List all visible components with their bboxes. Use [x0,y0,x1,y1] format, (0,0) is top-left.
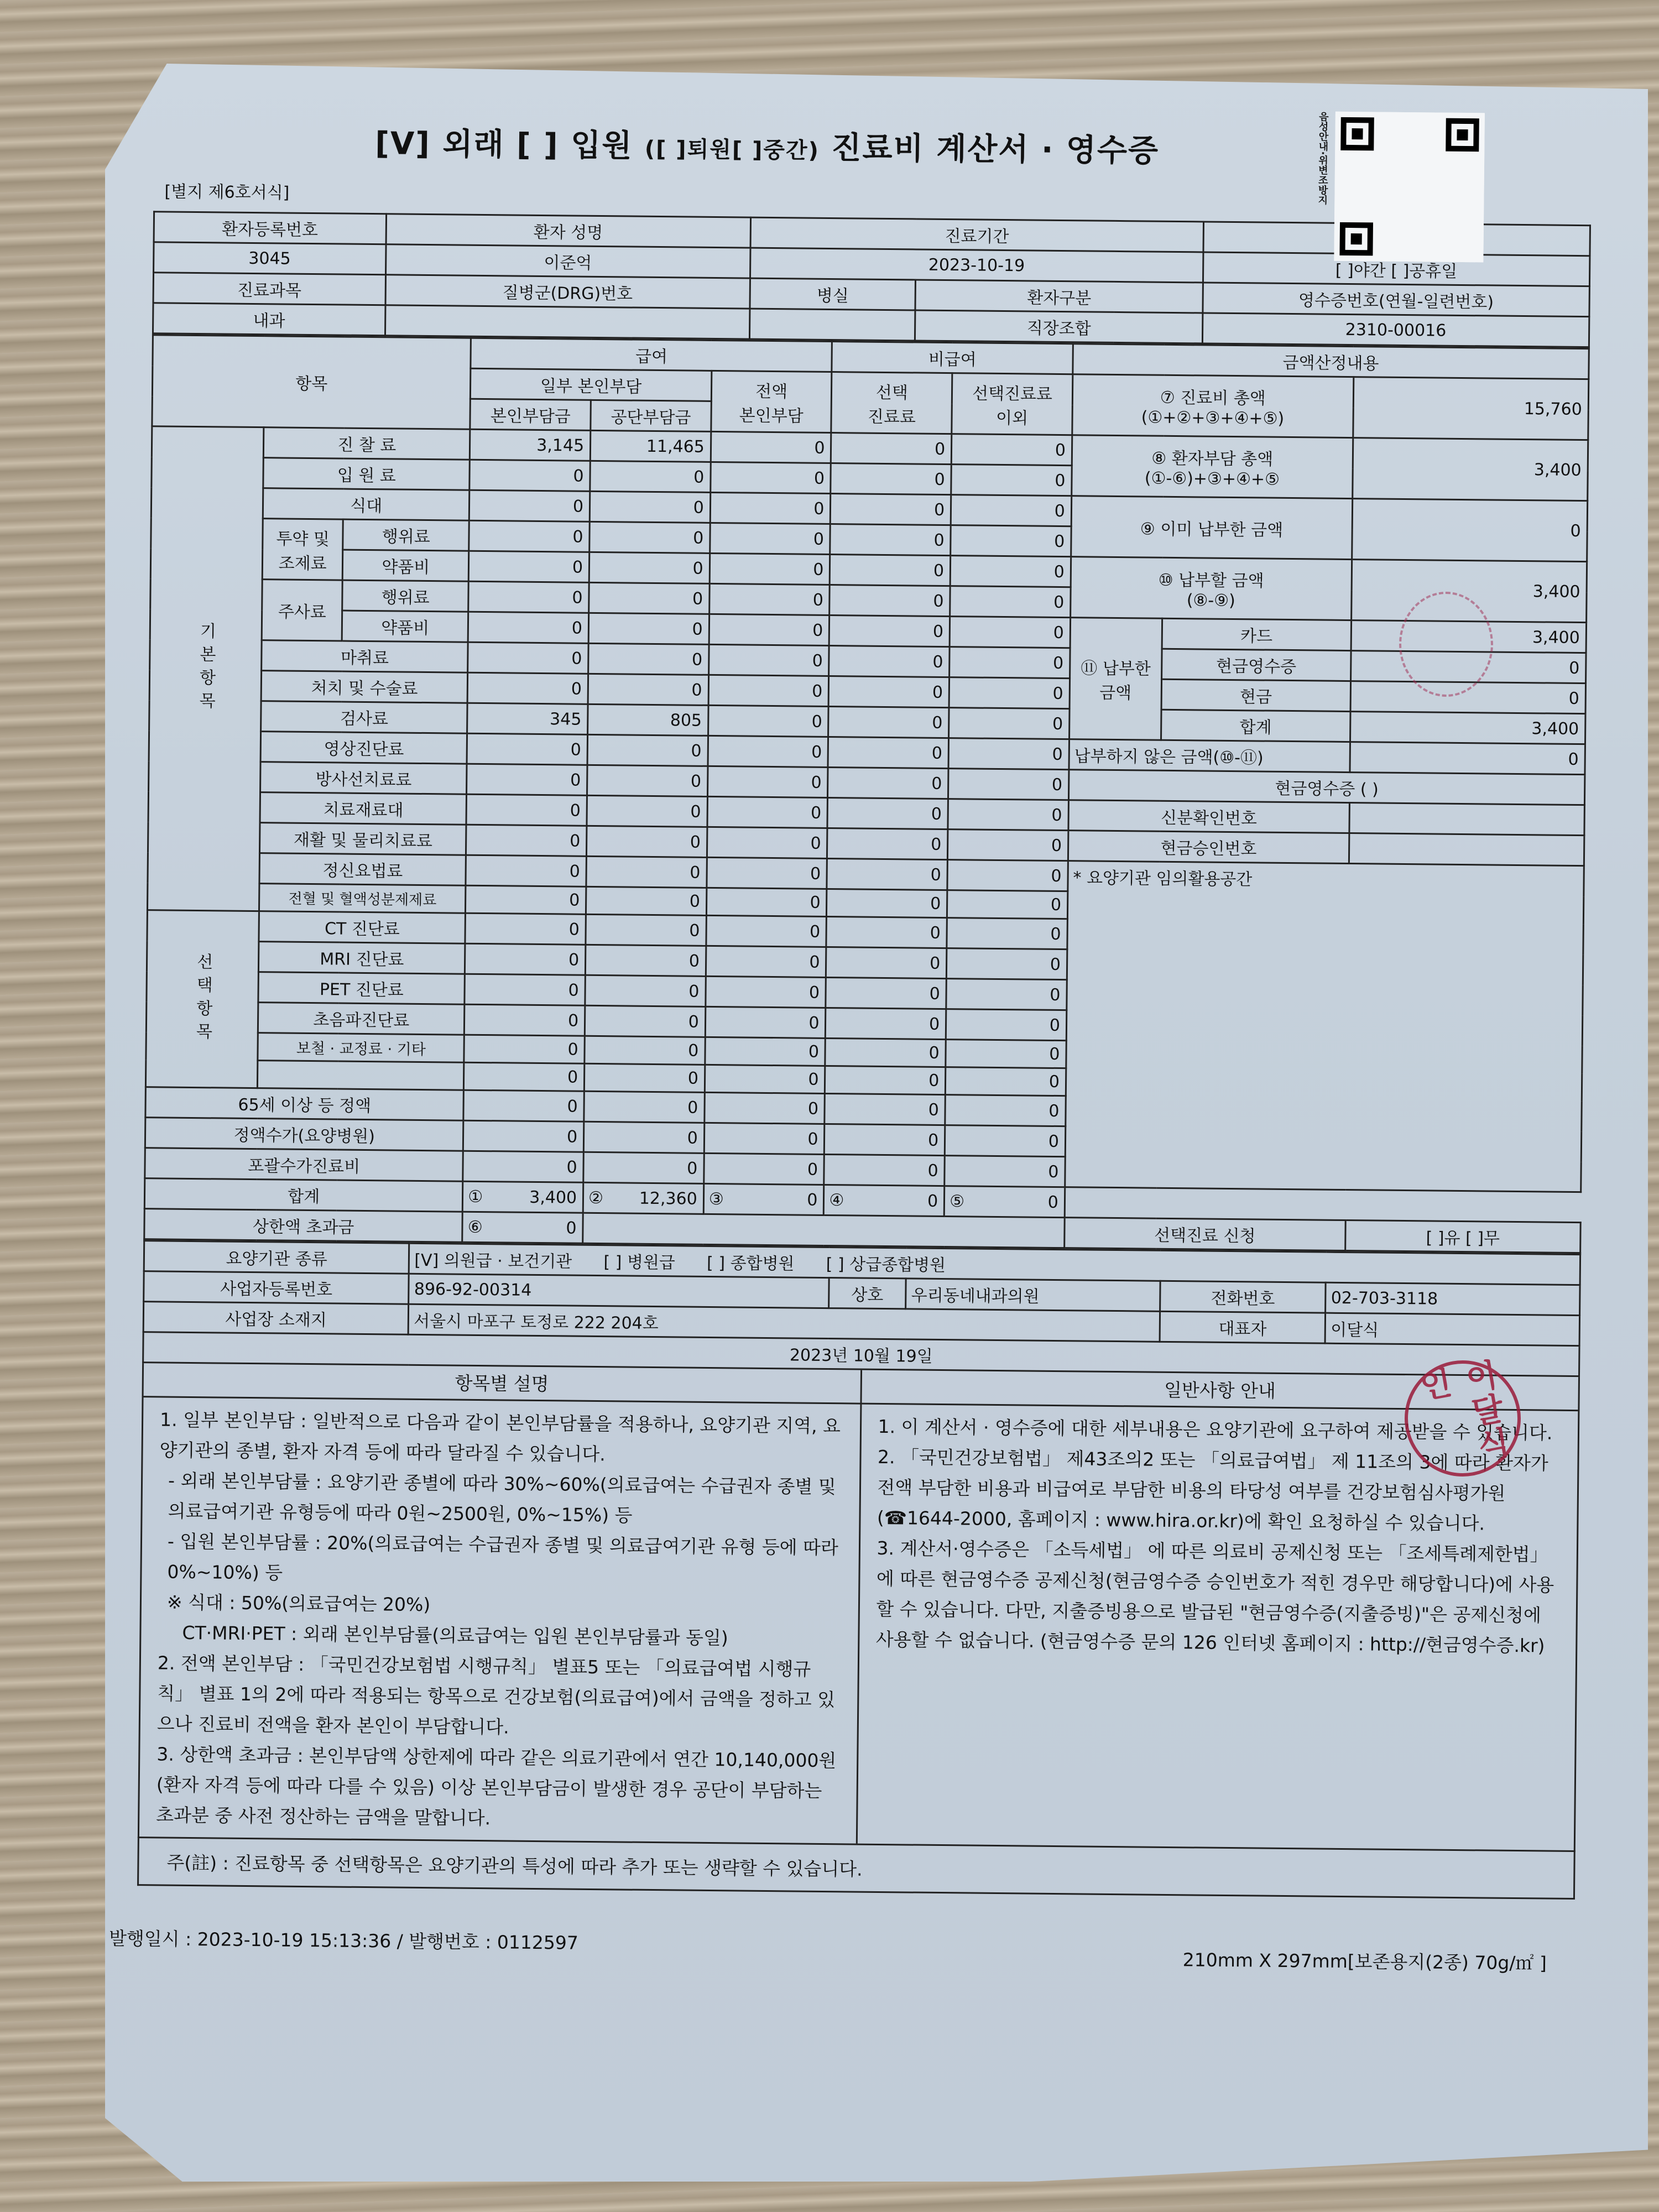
issue-date: 2023년 10월 19일 [143,1332,1579,1376]
qr-area [1314,111,1485,262]
row-label: 처치 및 수술료 [261,671,468,703]
header-patient: 본인부담금 [470,399,591,430]
cell: 0 [590,461,711,492]
total-fee: 15,760 [1353,377,1589,440]
patient-name: 이준억 [385,244,750,278]
note-item: CT·MRI·PET : 외래 본인부담률(의료급여는 입원 본인부담률과 동일) [182,1621,728,1649]
cell: 0 [467,764,587,795]
cell: 0 [826,977,946,1009]
cell: 0 [706,976,826,1008]
cell: 0 [706,888,827,916]
cell: 0 [707,766,828,797]
cell: 0 [588,643,709,675]
cell: 0 [587,795,707,827]
due: 3,400 [1351,560,1587,623]
paid-label: ⑨ 이미 납부한 금액 [1071,496,1353,560]
cell: 0 [705,1065,825,1093]
cell: 0 [463,1120,584,1152]
cell: 0 [824,1154,945,1186]
notes-section [138,1363,1580,1852]
cell: 0 [830,585,950,617]
cell: 0 [589,552,709,583]
total-5: ⑤ 0 [944,1186,1065,1218]
document-title [375,119,1160,171]
card: 3,400 [1351,620,1587,653]
cell: 0 [949,708,1070,739]
cell: 0 [466,794,587,826]
cell: 0 [948,738,1069,770]
cell: 0 [831,433,952,465]
cell: 0 [946,1067,1066,1096]
cell: 805 [588,704,708,735]
qr-side-label: 음성안내·위변조방지 [1316,111,1329,205]
card-label: 카드 [1162,618,1352,650]
patient-type-label: 환자구분 [915,280,1203,313]
cell: 0 [708,735,828,767]
cell: 0 [827,828,948,859]
cap-value: ⑥ 0 [462,1212,583,1243]
row-label: 진 찰 료 [263,427,470,460]
cell: 0 [825,1093,945,1125]
paid: 0 [1352,499,1588,562]
free-space: * 요양기관 임의활용공간 [1065,861,1584,1192]
cell: 0 [948,769,1069,800]
inst-name-label: 상호 [828,1278,906,1309]
cell: 0 [707,827,827,858]
qr-code-icon [1334,112,1485,263]
cell: 0 [946,1040,1066,1068]
cell: 0 [828,737,948,768]
notes-right-title: 일반사항 안내 [862,1370,1578,1411]
row-label: 치료재료대 [260,792,467,825]
row-label: 재활 및 물리치료료 [260,823,467,855]
note-item: - 외래 본인부담률 : 요양기관 종별에 따라 30%~60%(의료급여는 수급권자 종별 및 의료급여기관 유형등에 따라 0원~2500원, 0%~15%) 등 [168,1469,836,1526]
row-group: 투약 및 조제료 [262,519,343,580]
address: 서울시 마포구 토정로 222 204호 [409,1304,1160,1342]
dept-label: 진료과목 [153,273,385,305]
cell: 0 [465,943,586,975]
cell: 0 [463,1151,583,1182]
cell: 0 [826,947,947,978]
calc-header: 금액산정내용 [1073,344,1589,379]
cell: 0 [709,614,830,645]
cash-receipt-box: 현금영수증 ( ) [1068,770,1585,805]
room [749,309,915,341]
total-1: ① 3,400 [463,1181,583,1213]
row-label [258,1061,465,1091]
cell: 0 [705,1092,825,1124]
cell: 0 [948,830,1068,861]
inst-type-hospital: [ ] 병원급 [603,1253,676,1273]
cell: 0 [705,1037,826,1066]
phone: 02-703-3118 [1326,1282,1580,1315]
rep-label: 대표자 [1160,1311,1326,1343]
due-label: ⑩ 납부할 금액 (⑧-⑨) [1071,557,1352,620]
cell: 0 [828,707,949,738]
note-item: 3. 계산서·영수증은 「소득세법」 에 따른 의료비 공제신청 또는 「조세특례제한법」 에 따른 현금영수증 공제신청(현금영수증 승인번호가 적힌 경우만 해당합니다)에 사용할 수 있습니다. 다만, 지출증빙용으로 발급된 "현금영수증(지출증빙)"은 공제신청에 사용할 수 없습니다. (현금영수증 문의 126 인터넷 홈페이지 : http://현금영수증.kr) [875,1537,1554,1657]
select-request-label: 선택진료 신청 [1065,1218,1345,1251]
cell: 0 [827,858,947,890]
cell: 0 [829,646,950,677]
group-select: 선택항목 [145,910,259,1088]
cell: 0 [945,1095,1066,1126]
select-request-options: [ ]유 [ ]무 [1345,1220,1581,1253]
cell: 0 [468,612,589,643]
cell: 0 [951,495,1071,526]
cell: 0 [588,674,708,705]
cell: 0 [951,434,1072,466]
rep: 이달식 [1326,1313,1580,1345]
cell: 0 [469,520,589,552]
row-label: 정신요법료 [259,853,466,886]
dept: 내과 [153,303,385,336]
cell: 0 [586,914,706,946]
cash-receipt: 0 [1350,651,1586,684]
cell: 345 [467,703,588,734]
sum-label: 합계 [1161,709,1350,742]
note-item: 3. 상한액 초과금 : 본인부담액 상한제에 따라 같은 의료기관에서 연간 10,140,000원(환자 자격 등에 따라 다를 수 있음) 이상 본인부담금이 발생한 경우 공단이 부담하는 초과분 중 사전 정산하는 금액을 말합니다. [156,1743,837,1829]
faint-stamp-mark [1399,592,1493,697]
row-label: 입 원 료 [263,458,470,491]
cell: 0 [951,465,1072,496]
drg [385,305,750,339]
cell: 0 [585,975,706,1006]
total-3: ③ 0 [703,1183,824,1215]
inst-name: 우리동네내과의원 [906,1279,1160,1311]
cell: 0 [464,1035,585,1063]
cell: 0 [827,797,948,829]
fee-table [143,334,1590,1254]
cell: 0 [465,913,586,945]
row-label: 식대 [263,488,469,521]
cell: 0 [831,494,951,525]
group-basic: 기본항목 [147,426,264,911]
header-select: 선택 진료료 [831,372,952,434]
header-noncovered: 비급여 [832,342,1073,374]
title-area [81,44,1626,225]
cell: 0 [704,1123,825,1154]
cell: 0 [586,886,707,915]
patient-total-label: ⑧ 환자부담 총액 (①-⑥)+③+④+⑤ [1072,435,1353,499]
issue-info: 발행일시 : 2023-10-19 15:13:36 / 발행번호 : 0112597 [108,1927,579,1954]
cell: 0 [465,1004,585,1036]
cell: 0 [830,555,951,586]
cell: 0 [827,889,947,917]
cash: 0 [1350,681,1586,714]
row-label: 행위료 [342,580,469,612]
row-label: 약품비 [342,611,468,642]
cell: 0 [467,672,588,704]
row-label: 방사선치료료 [260,762,467,795]
cell: 0 [946,979,1067,1010]
row-label: 마취료 [262,640,468,673]
cell: 3,145 [470,429,591,461]
cell: 0 [831,463,951,495]
notes-left [139,1363,860,1843]
period-label: 진료기간 [750,217,1203,252]
cell: 0 [829,676,950,708]
cap-label: 상한액 초과금 [144,1209,463,1243]
cell: 0 [707,857,827,889]
cell: 0 [951,525,1071,557]
institution-table [142,1240,1581,1377]
blank-cell [583,1213,1065,1248]
cell: 0 [947,918,1067,950]
cell: 11,465 [590,430,711,462]
cell: 0 [947,890,1068,919]
inst-type-tertiary: [ ] 상급종합병원 [826,1255,946,1276]
receipt-no: 2310-00016 [1202,313,1589,347]
cell: 0 [830,524,951,556]
header-select-other: 선택진료료 이외 [952,373,1073,435]
note-item: 2. 전액 본인부담 : 「국민건강보험법 시행규칙」 별표5 또는 「의료급여법 시행규칙」 별표 1의 2에 따라 적용되는 항목으로 건강보험(의료급여)에서 금액을 정하고 있으나 진료비 전액을 환자 본인이 부담합니다. [156,1652,836,1738]
row-label: MRI 진단료 [259,942,466,974]
cell: 0 [584,1063,705,1092]
row-label: 행위료 [343,519,469,551]
biz-no-label: 사업자등록번호 [144,1271,409,1305]
row-label: PET 진단료 [258,972,465,1005]
header-full: 전액 본인부담 [711,371,832,432]
cell: 0 [469,460,590,491]
notes-left-title: 항목별 설명 [144,1363,860,1404]
cell: 0 [709,553,830,585]
cell: 0 [463,1090,584,1121]
row-group: 주사료 [262,580,342,641]
receipt-no-label: 영수증번호(연월-일련번호) [1203,283,1590,317]
row-label: 정액수가(요양병원) [145,1118,463,1151]
cell: 0 [711,462,831,493]
note-item: 1. 이 계산서 · 영수증에 대한 세부내용은 요양기관에 요구하여 제공받을 수 있습니다. [878,1415,1553,1444]
cell: 0 [585,945,706,976]
cell: 0 [826,916,947,948]
row-label: 검사료 [261,701,468,734]
sum: 3,400 [1350,712,1585,744]
cell: 0 [466,855,586,886]
drg-label: 질병군(DRG)번호 [385,275,750,309]
cell: 0 [585,1005,705,1037]
form-number: [별지 제6호서식] [164,182,290,203]
cell: 0 [825,1038,946,1067]
inst-type-label: 요양기관 종류 [144,1241,409,1274]
cell: 0 [949,677,1070,709]
cell: 0 [585,1036,705,1065]
cell: 0 [465,974,585,1005]
approval [1349,833,1584,866]
total-fee-label: ⑦ 진료비 총액 (①+②+③+④+⑤) [1072,374,1354,438]
total-2: ② 12,360 [583,1182,703,1214]
header-partial: 일부 본인부담 [471,368,712,401]
cell: 0 [466,885,586,914]
cell: 0 [704,1153,825,1185]
id-no-label: 신분확인번호 [1068,800,1349,833]
name-label: 환자 성명 [386,214,751,248]
cell: 0 [947,948,1067,980]
row-label: 초음파진단료 [258,1003,465,1035]
total-label: 합계 [144,1178,463,1212]
patient-total: 3,400 [1353,438,1588,501]
cell: 0 [469,490,590,521]
header-corp: 공단부담금 [591,400,711,431]
cell: 0 [706,946,826,977]
row-label: 약품비 [343,550,469,581]
cell: 0 [945,1125,1065,1157]
title-main: 진료비 계산서 · 영수증 [831,130,1160,169]
row-label: 영상진단료 [260,732,467,764]
cell: 0 [588,613,709,644]
cell: 0 [947,860,1068,891]
note-item: - 입원 본인부담률 : 20%(의료급여는 수급권자 종별 및 의료급여기관 유형 등에 따라 0%~10%) 등 [167,1530,839,1584]
row-label: 보철 · 교정료 · 기타 [258,1033,465,1063]
address-label: 사업장 소재지 [143,1302,409,1335]
cell: 0 [587,734,708,766]
cell: 0 [469,551,589,582]
cell: 0 [709,583,830,615]
note-item: 1. 일부 본인부담 : 일반적으로 다음과 같이 본인부담률을 적용하나, 요양기관 지역, 요양기관의 종별, 환자 자격 등에 따라 달라질 수 있습니다. [159,1408,841,1465]
cell: 0 [466,825,587,856]
period: 2023-10-19 [750,248,1203,283]
cell: 0 [587,826,707,857]
cell: 0 [705,1006,826,1038]
row-label: 포괄수가진료비 [145,1148,463,1182]
cell: 0 [468,642,588,674]
cell: 0 [583,1152,704,1183]
cash-receipt-label: 현금영수증 [1161,649,1351,681]
unpaid-label: 납부하지 않은 금액(⑩-⑪) [1069,739,1350,773]
receipt-content [65,44,1626,1976]
cell: 0 [710,492,831,524]
row-label: 전혈 및 혈액성분제제료 [259,884,466,914]
total-4: ④ 0 [824,1185,945,1216]
visit-type: [V] 외래 [ ] 입원 [374,126,633,164]
note-item: 2. 「국민건강보험법」 제43조의2 또는 「의료급여법」 제 11조의 3에 따라 환자가 전액 부담한 비용과 비급여로 부담한 비용의 타당성 여부를 건강보험심사평가원(☎1644-2000, 홈페이지 : www.hira.or.kr)에 확인 요청하실 수 있습니다. [877,1446,1548,1535]
reg-no-label: 환자등록번호 [154,212,386,244]
cell: 0 [948,799,1068,831]
cell: 0 [464,1062,585,1091]
cell: 0 [584,1091,705,1123]
cell: 0 [708,644,829,676]
note-item: ※ 식대 : 50%(의료급여는 20%) [166,1591,431,1616]
discharge-type: ([ ]퇴원[ ]중간) [644,136,820,164]
cell: 0 [468,581,589,613]
cell: 0 [826,1008,946,1039]
cell: 0 [589,491,710,523]
approval-label: 현금승인번호 [1068,831,1349,864]
remark: 주(註) : 진료항목 중 선택항목은 요양기관의 특성에 따라 추가 또는 생략할 수 있습니다. [137,1838,1575,1900]
inst-type-clinic: [V] 의원급 · 보건기관 [414,1250,572,1272]
header-covered: 급여 [471,338,832,372]
cell: 0 [707,796,828,828]
seal-stamp-icon: 이달식인 [1395,1351,1530,1485]
cell: 0 [946,1009,1066,1041]
unpaid: 0 [1350,742,1585,775]
id-no [1349,803,1585,836]
biz-no: 896-92-00314 [409,1274,829,1308]
cell: 0 [950,647,1070,679]
cell: 0 [950,556,1071,587]
cell: 0 [945,1156,1065,1187]
cash-label: 현금 [1161,679,1351,711]
phone-label: 전화번호 [1160,1281,1326,1313]
cell: 0 [950,586,1071,618]
cell: 0 [711,431,831,463]
cell: 0 [825,1066,946,1094]
cell: 0 [589,521,710,553]
header-item: 항목 [152,335,471,430]
cell: 0 [830,615,950,647]
night-options: [ ]야간 [ ]공휴일 [1203,252,1590,286]
row-label: 65세 이상 등 정액 [145,1087,464,1121]
cell: 0 [586,856,707,888]
payment-group: ⑪ 납부한 금액 [1069,618,1162,740]
inst-type-general: [ ] 종합병원 [706,1253,795,1274]
cell: 0 [587,765,708,796]
cell: 0 [950,617,1070,648]
room-label: 병실 [750,278,916,310]
cell: 0 [583,1121,704,1153]
row-label: CT 진단료 [259,911,466,944]
cell: 0 [467,733,587,765]
cell: 0 [825,1124,945,1155]
cell: 0 [828,767,948,799]
cell: 0 [589,582,709,614]
paper-spec: 210mm X 297mm[보존용지(2종) 70g/㎡ ] [1182,1949,1547,1974]
cell: 0 [708,705,828,737]
cell: 0 [709,523,830,554]
cell: 0 [708,675,829,706]
cell: 0 [706,915,827,947]
reg-no: 3045 [154,242,386,275]
patient-type: 직장조합 [915,310,1203,343]
